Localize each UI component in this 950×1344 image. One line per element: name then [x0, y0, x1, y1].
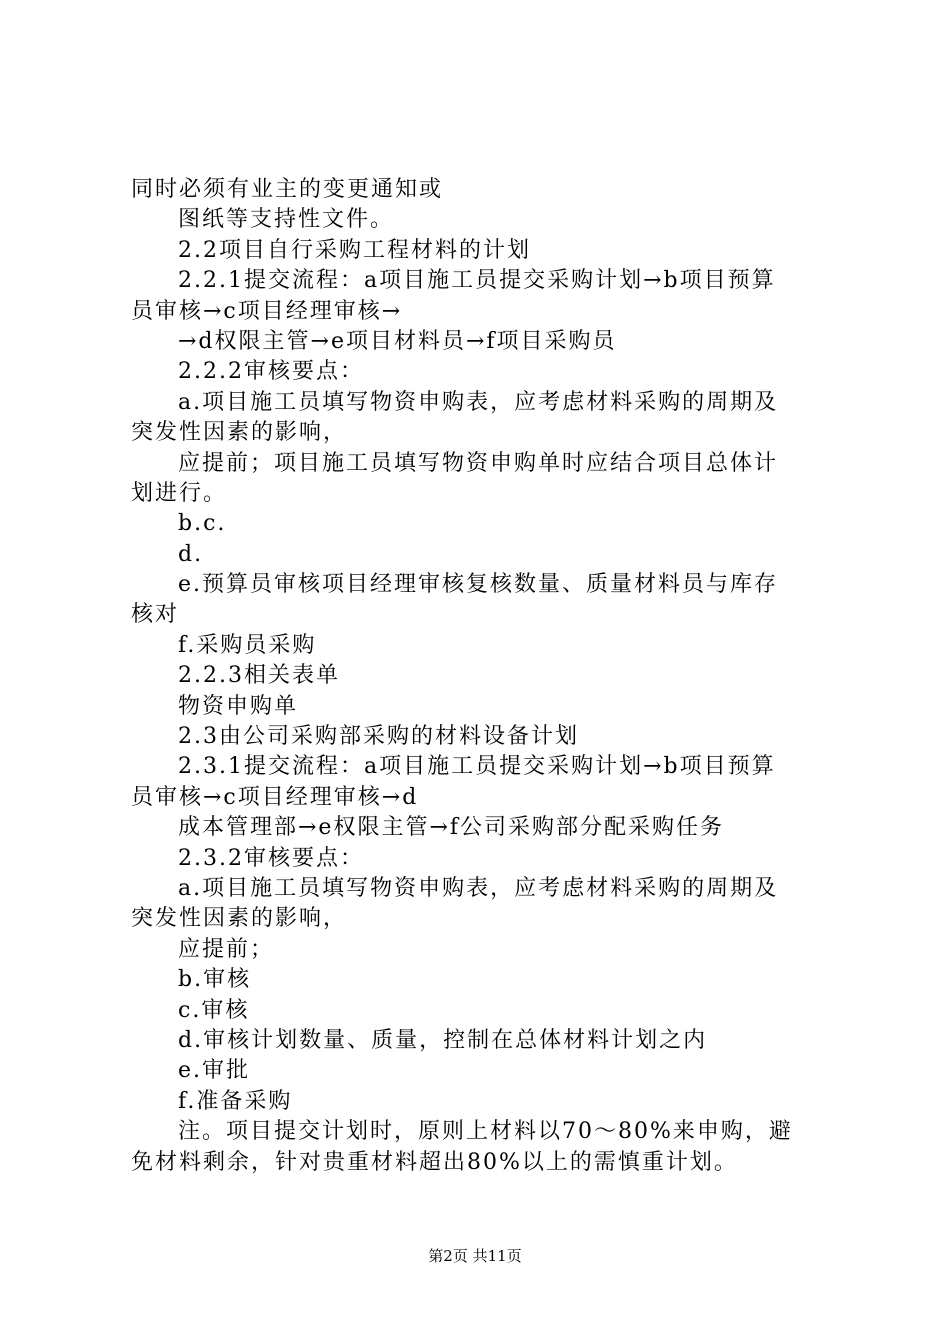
body-line: 成本管理部→e权限主管→f公司采购部分配采购任务 — [178, 815, 725, 841]
body-line: d. — [178, 541, 204, 567]
body-line: 突发性因素的影响， — [131, 906, 348, 932]
document-body — [131, 175, 831, 1178]
section-heading: 2.3由公司采购部采购的材料设备计划 — [178, 724, 579, 750]
body-line: 应提前； — [178, 936, 275, 962]
note-line: 注。项目提交计划时，原则上材料以70～80%来申购，避 — [178, 1119, 793, 1145]
body-line: b.c. — [178, 511, 227, 537]
body-line: 员审核→c项目经理审核→ — [131, 298, 403, 324]
section-heading: 2.2项目自行采购工程材料的计划 — [178, 237, 531, 263]
body-line: 图纸等支持性文件。 — [178, 207, 395, 233]
body-line: f.采购员采购 — [178, 632, 317, 658]
body-line: 2.3.2审核要点： — [178, 845, 364, 871]
body-line: 核对 — [131, 602, 180, 628]
body-line: e.审批 — [178, 1058, 251, 1084]
body-line: b.审核 — [178, 967, 252, 993]
body-line: 2.3.1提交流程：a项目施工员提交采购计划→b项目预算 — [178, 754, 776, 780]
body-line: 2.2.1提交流程：a项目施工员提交采购计划→b项目预算 — [178, 268, 776, 294]
page-number-footer: 第2页 共11页 — [428, 1247, 522, 1265]
body-line: 同时必须有业主的变更通知或 — [131, 177, 444, 202]
body-line: 应提前；项目施工员填写物资申购单时应结合项目总体计 — [178, 450, 779, 476]
body-line: c.审核 — [178, 997, 250, 1023]
body-line: e.预算员审核项目经理审核复核数量、质量材料员与库存 — [178, 572, 779, 598]
body-line: d.审核计划数量、质量，控制在总体材料计划之内 — [178, 1027, 708, 1053]
body-line: 2.2.2审核要点： — [178, 359, 364, 385]
body-line: 物资申购单 — [178, 693, 299, 719]
body-line: 员审核→c项目经理审核→d — [131, 784, 419, 810]
body-line: a.项目施工员填写物资申购表，应考虑材料采购的周期及 — [178, 389, 779, 415]
note-line: 免材料剩余，针对贵重材料超出80%以上的需慎重计划。 — [131, 1149, 738, 1175]
body-line: a.项目施工员填写物资申购表，应考虑材料采购的周期及 — [178, 875, 779, 901]
body-line: →d权限主管→e项目材料员→f项目采购员 — [178, 328, 617, 354]
body-line: 划进行。 — [131, 480, 228, 506]
body-line: 突发性因素的影响， — [131, 420, 348, 446]
body-line: 2.2.3相关表单 — [178, 663, 340, 689]
body-line: f.准备采购 — [178, 1088, 293, 1114]
